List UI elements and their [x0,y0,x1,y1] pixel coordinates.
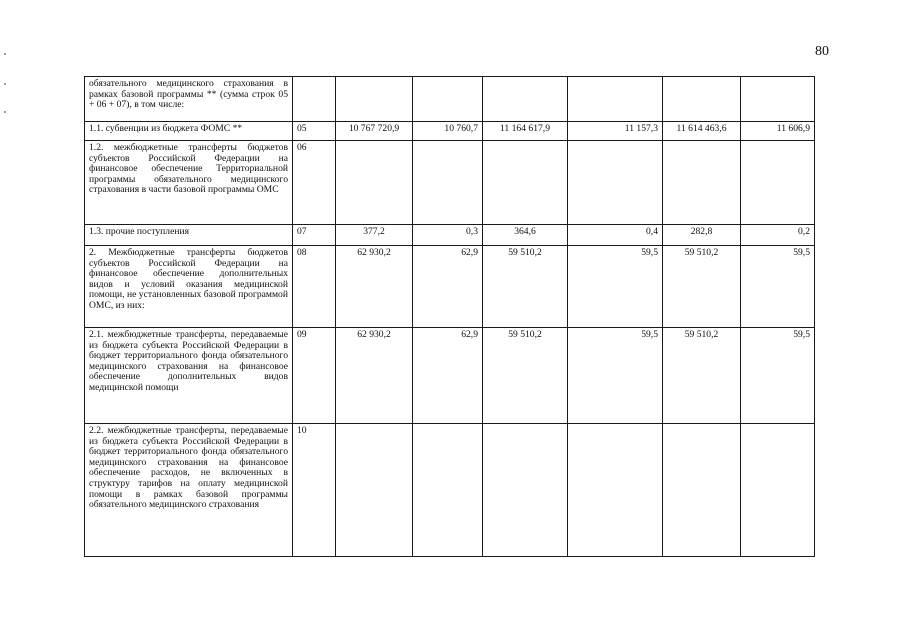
value-cell [413,141,483,225]
value-cell [568,424,663,557]
value-cell [483,77,568,122]
table-row [85,424,815,557]
row-description: 2. Межбюджетные трансферты бюджетов субъектов Российской Федерации на финансовое обеспечение дополнительных видов и условий оказания медицинской помощи, не установленных базовой программой ОМС, из них: [85,246,293,328]
table-row [85,141,815,225]
value-cell [413,424,483,557]
value-cell: 62 930,2 [336,328,413,424]
value-cell: 0,3 [413,225,483,246]
margin-mark [4,83,6,85]
value-cell [663,424,741,557]
value-cell: 0,2 [741,225,815,246]
value-cell [336,77,413,122]
row-code: 07 [293,225,336,246]
value-cell [741,424,815,557]
row-code: 06 [293,141,336,225]
value-cell: 59,5 [741,328,815,424]
row-description: обязательного медицинского страхования в рамках базовой программы ** (сумма строк 05 + 06 + 07), в том числе: [85,77,293,122]
page-number: 80 [815,44,829,59]
row-code: 08 [293,246,336,328]
value-cell: 377,2 [336,225,413,246]
value-cell: 59 510,2 [483,246,568,328]
value-cell: 59,5 [568,246,663,328]
value-cell: 62 930,2 [336,246,413,328]
value-cell [336,141,413,225]
value-cell: 62,9 [413,328,483,424]
value-cell [663,141,741,225]
value-cell: 10 760,7 [413,122,483,141]
table-row [85,246,815,328]
row-description: 1.3. прочие поступления [85,225,293,246]
row-description: 2.1. межбюджетные трансферты, передаваемые из бюджета субъекта Российской Федерации в бюджет территориального фонда обязательного медицинского страхования на финансовое обеспечение дополнительных видов медицинской помощи [85,328,293,424]
value-cell [483,424,568,557]
value-cell: 59 510,2 [663,328,741,424]
value-cell [413,77,483,122]
financial-table [84,76,815,557]
value-cell: 11 157,3 [568,122,663,141]
row-description: 2.2. межбюджетные трансферты, передаваемые из бюджета субъекта Российской Федерации в бюджет территориального фонда обязательного медицинского страхования на финансовое обеспечение расходов, не включенных в структуру тарифов на оплату медицинской помощи в рамках базовой программы обязательного медицинского страхования [85,424,293,557]
table-row [85,328,815,424]
margin-mark [4,111,6,113]
value-cell: 59 510,2 [483,328,568,424]
value-cell: 0,4 [568,225,663,246]
value-cell [568,141,663,225]
table-row [85,77,815,122]
row-code [293,77,336,122]
row-code: 10 [293,424,336,557]
row-description: 1.2. межбюджетные трансферты бюджетов субъектов Российской Федерации на финансовое обеспечение Территориальной программы обязательного медицинского страхования в части базовой программы ОМС [85,141,293,225]
value-cell [663,77,741,122]
row-description: 1.1. субвенции из бюджета ФОМС ** [85,122,293,141]
value-cell: 11 606,9 [741,122,815,141]
value-cell: 282,8 [663,225,741,246]
value-cell: 62,9 [413,246,483,328]
value-cell: 364,6 [483,225,568,246]
value-cell [483,141,568,225]
row-code: 05 [293,122,336,141]
value-cell: 11 614 463,6 [663,122,741,141]
row-code: 09 [293,328,336,424]
value-cell [336,424,413,557]
value-cell [568,77,663,122]
table-row [85,225,815,246]
table-row [85,122,815,141]
value-cell: 59,5 [568,328,663,424]
value-cell: 59 510,2 [663,246,741,328]
value-cell: 59,5 [741,246,815,328]
value-cell [741,77,815,122]
margin-mark [4,53,6,55]
value-cell [741,141,815,225]
value-cell: 11 164 617,9 [483,122,568,141]
value-cell: 10 767 720,9 [336,122,413,141]
